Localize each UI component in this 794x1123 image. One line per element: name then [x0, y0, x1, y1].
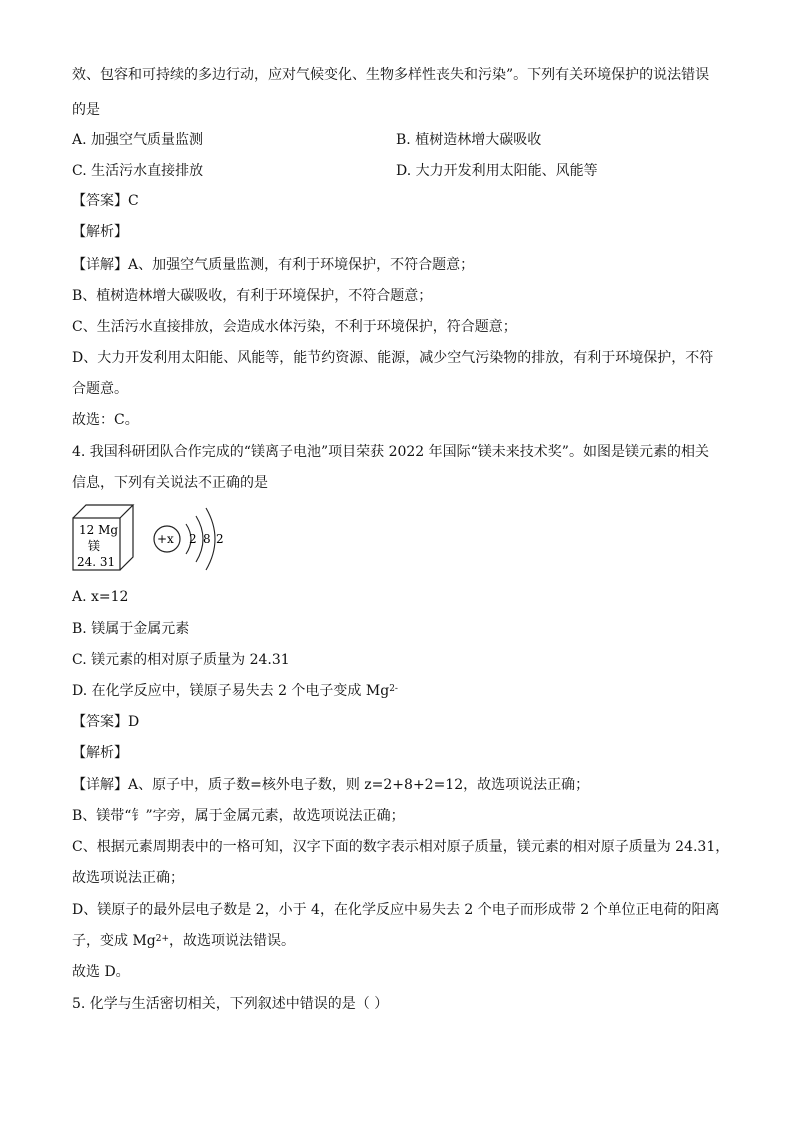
q3-analysis-heading: 【解析】 [72, 224, 128, 240]
q3-detail-4a: D、大力开发利用太阳能、风能等，能节约资源、能源，减少空气污染物的排放，有利于环境保护，不符 [72, 350, 714, 366]
cell-number-symbol: 12 Mg [79, 523, 119, 537]
shell-2-electrons: 8 [203, 532, 211, 546]
q4-detail-4b-tail: ，故选项说法错误。 [169, 933, 296, 949]
q3-stem-line-2: 的是 [72, 102, 100, 118]
q4-option-d-charge: 2- [389, 684, 398, 694]
shell-1-electrons: 2 [189, 532, 197, 546]
q4-conclusion: 故选 D。 [72, 964, 130, 980]
magnesium-figure [72, 502, 252, 574]
q4-detail-4a: D、镁原子的最外层电子数是 2，小于 4，在化学反应中易失去 2 个电子而形成带 2 个单位正电荷的阳离 [72, 902, 720, 918]
q4-option-a: A. x=12 [72, 589, 129, 605]
q3-conclusion: 故选：C。 [72, 412, 139, 428]
q4-option-c: C. 镁元素的相对原子质量为 24.31 [72, 652, 290, 668]
q4-option-d-text: D. 在化学反应中，镁原子易失去 2 个电子变成 Mg [72, 683, 390, 699]
nucleus-charge: +x [157, 532, 174, 546]
cell-element-name: 镁 [88, 539, 101, 553]
q3-answer: 【答案】C [72, 193, 139, 209]
q4-stem-line-2: 信息，下列有关说法不正确的是 [72, 475, 268, 491]
q4-detail-1: 【详解】A、原子中，质子数=核外电子数，则 z=2+8+2=12，故选项说法正确； [72, 777, 590, 793]
q4-detail-4b-text: 子，变成 Mg [72, 933, 156, 949]
q5-stem-line-1: 5. 化学与生活密切相关，下列叙述中错误的是（ ） [72, 996, 389, 1012]
q3-option-c: C. 生活污水直接排放 [72, 163, 204, 179]
q3-detail-1: 【详解】A、加强空气质量监测，有利于环境保护，不符合题意； [72, 257, 475, 273]
q3-option-a: A. 加强空气质量监测 [72, 132, 204, 148]
q4-stem-line-1: 4. 我国科研团队合作完成的“镁离子电池”项目荣获 2022 年国际“镁未来技术奖”。如图是镁元素的相关 [72, 444, 709, 460]
q3-option-d: D. 大力开发利用太阳能、风能等 [396, 163, 598, 179]
q4-detail-3b: 故选项说法正确； [72, 870, 184, 886]
magnesium-figure-svg [72, 502, 252, 574]
q3-detail-4b: 合题意。 [72, 381, 128, 397]
q4-answer: 【答案】D [72, 714, 140, 730]
q4-option-b: B. 镁属于金属元素 [72, 621, 190, 637]
q4-option-d [72, 682, 398, 700]
q4-analysis-heading: 【解析】 [72, 745, 128, 761]
cell-atomic-mass: 24. 31 [77, 555, 116, 569]
q3-detail-2: B、植树造林增大碳吸收，有利于环境保护，不符合题意； [72, 288, 433, 304]
q3-option-b: B. 植树造林增大碳吸收 [396, 132, 542, 148]
shell-3-electrons: 2 [216, 532, 224, 546]
q3-detail-3: C、生活污水直接排放，会造成水体污染，不利于环境保护，符合题意； [72, 319, 517, 335]
q4-detail-3a: C、根据元素周期表中的一格可知，汉字下面的数字表示相对原子质量，镁元素的相对原子质量为 24.31， [72, 839, 730, 855]
q4-detail-2: B、镁带“钅”字旁，属于金属元素，故选项说法正确； [72, 808, 405, 824]
q3-stem-line-1: 效、包容和可持续的多边行动，应对气候变化、生物多样性丧失和污染”。下列有关环境保护的说法错误 [72, 67, 710, 83]
q4-detail-4b [72, 932, 295, 950]
q4-detail-4b-charge: 2+ [155, 934, 170, 944]
